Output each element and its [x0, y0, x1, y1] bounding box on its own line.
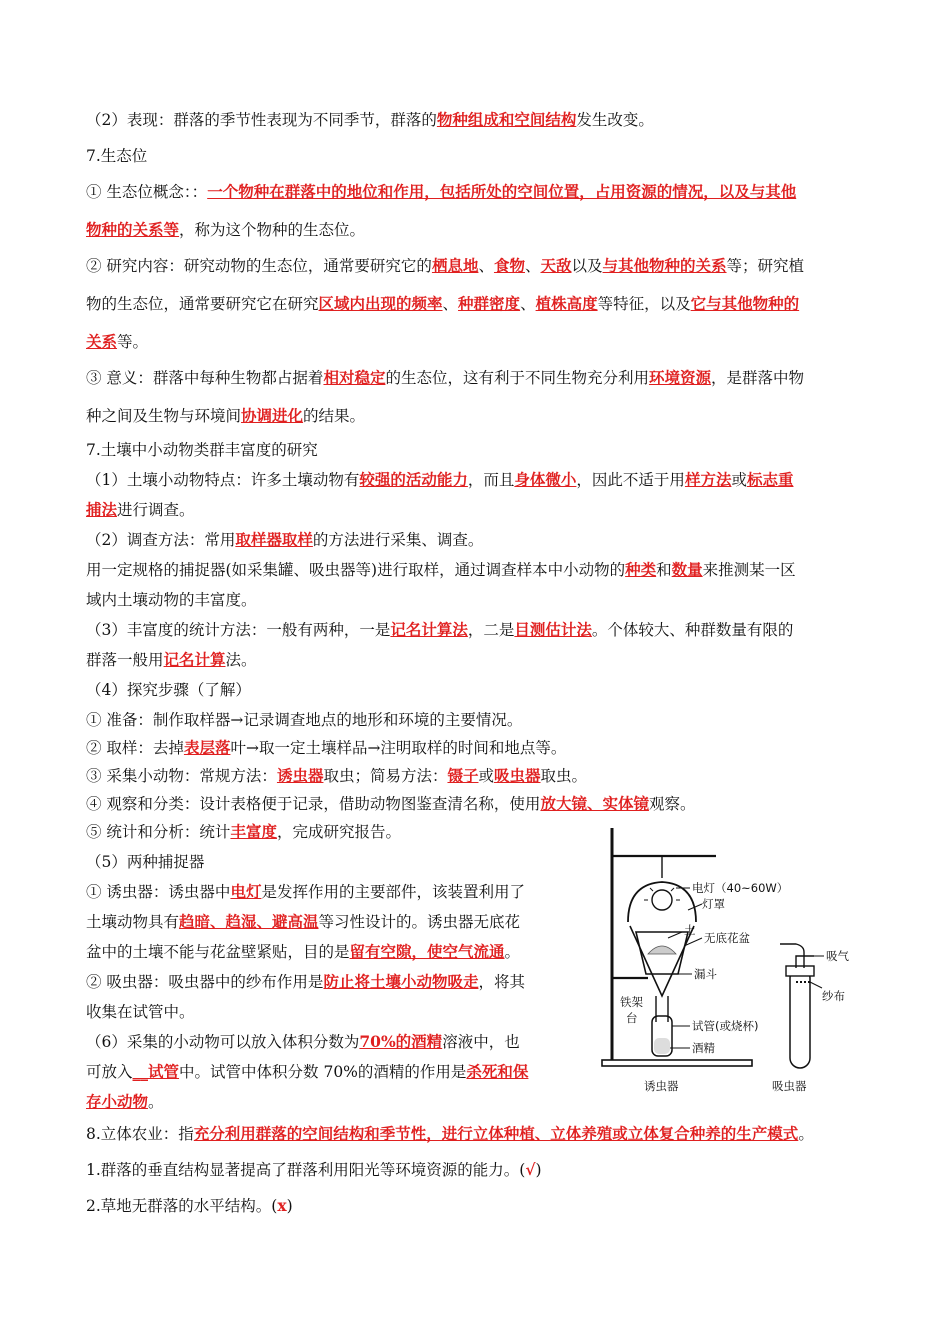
- text-segment: 观察。: [648, 795, 696, 813]
- text-segment: 的方法进行采集、调查。: [312, 531, 484, 549]
- text-line: [86, 940, 520, 962]
- text-segment: （2）调查方法：常用: [86, 531, 236, 549]
- text-segment: ，而且: [467, 471, 515, 489]
- text-line: [86, 1090, 164, 1112]
- answer-highlight: 存小动物: [86, 1092, 149, 1111]
- text-segment: ② 取样：去掉: [86, 739, 184, 757]
- answer-highlight: 协调进化: [241, 406, 304, 425]
- stand-base: [602, 1060, 752, 1066]
- text-segment: 或: [731, 471, 747, 489]
- answer-highlight: 食物: [493, 256, 525, 275]
- text-segment: 7.土壤中小动物类群丰富度的研究: [86, 441, 318, 459]
- text-segment: ，是群落中物: [710, 369, 804, 387]
- text-segment: ): [535, 1161, 542, 1179]
- text-line: [86, 558, 796, 580]
- text-segment: 7.生态位: [86, 147, 148, 165]
- alcohol-label: 酒精: [692, 1041, 715, 1055]
- text-segment: 用一定规格的捕捉器(如采集罐、吸虫器等)进行取样，通过调查样本中小动物的: [86, 561, 626, 579]
- answer-highlight: 电灯: [230, 882, 262, 901]
- text-line: [86, 910, 520, 932]
- text-line: [86, 528, 483, 550]
- bulb-icon: [652, 890, 672, 910]
- gauze-label: 纱布: [822, 989, 845, 1003]
- text-line: [86, 438, 318, 460]
- text-segment: 收集在试管中。: [86, 1003, 195, 1021]
- answer-highlight: 70%的酒精: [359, 1032, 443, 1051]
- text-line: [86, 970, 525, 992]
- text-line: [86, 468, 793, 490]
- text-segment: 发生改变。: [576, 111, 654, 129]
- answer-highlight: 留有空隙，使空气流通: [349, 942, 505, 961]
- text-segment: 叶→取一定土壤样品→注明取样的时间和地点等。: [230, 739, 567, 757]
- answer-highlight: 物种组成和空间结构: [436, 110, 577, 129]
- text-segment: 取虫；简易方法：: [323, 767, 448, 785]
- text-segment: 、: [520, 295, 536, 313]
- text-segment: 等。: [117, 333, 149, 351]
- answer-highlight: 相对稳定: [323, 368, 386, 387]
- text-segment: （2）表现：群落的季节性表现为不同季节，群落的: [86, 111, 437, 129]
- answer-highlight: 样方法: [684, 470, 732, 489]
- text-segment: 和: [656, 561, 672, 579]
- answer-highlight: 记名计算: [163, 650, 226, 669]
- text-segment: 以及: [571, 257, 603, 275]
- text-segment: 等；研究植: [726, 257, 805, 275]
- answer-highlight: 镊子: [447, 766, 479, 785]
- text-segment: （5）两种捕捉器: [86, 853, 205, 871]
- answer-highlight: 身体微小: [514, 470, 577, 489]
- answer-highlight: 记名计算法: [390, 620, 468, 639]
- text-segment: ⑤ 统计和分析：统计: [86, 823, 231, 841]
- text-line: [86, 764, 587, 786]
- text-segment: ，因此不适于用: [576, 471, 685, 489]
- text-segment: 是发挥作用的主要部件，该装置利用了: [261, 883, 525, 901]
- text-segment: 。个体较大、种群数量有限的: [591, 621, 794, 639]
- aspirator-caption: 吸虫器: [772, 1079, 807, 1093]
- text-segment: 群落一般用: [86, 651, 164, 669]
- text-segment: 物的生态位，通常要研究它在研究: [86, 295, 319, 313]
- answer-highlight: 丰富度: [230, 822, 277, 841]
- text-line: [86, 678, 251, 700]
- text-line: [86, 292, 799, 314]
- stand-label: 铁架: [620, 995, 643, 1009]
- answer-highlight: 种类: [625, 560, 657, 579]
- answer-highlight: 吸虫器: [494, 766, 541, 785]
- funnel-label: 漏斗: [694, 967, 717, 981]
- text-line: [86, 366, 804, 388]
- text-segment: （3）丰富度的统计方法：一般有两种，一是: [86, 621, 391, 639]
- soil-icon: [648, 946, 676, 954]
- text-segment: ，二是: [467, 621, 515, 639]
- answer-highlight: 捕法: [86, 500, 118, 519]
- suction-label: 吸气: [826, 949, 849, 963]
- text-segment: 。: [148, 1093, 164, 1111]
- text-segment: 的生态位，这有利于不同生物充分利用: [385, 369, 649, 387]
- answer-highlight: 数量: [671, 560, 703, 579]
- text-line: [86, 880, 525, 902]
- text-segment: 8.立体农业：指: [86, 1125, 194, 1143]
- answer-highlight: __试管: [132, 1062, 180, 1081]
- text-line: [86, 820, 401, 842]
- answer-highlight: 区域内出现的频率: [318, 294, 443, 313]
- text-line: [86, 108, 654, 130]
- answer-highlight: 种群密度: [458, 294, 521, 313]
- text-segment: 、: [524, 257, 541, 275]
- answer-highlight: 与其他物种的关系: [602, 256, 727, 275]
- text-segment: ，完成研究报告。: [276, 823, 401, 841]
- text-line: [86, 736, 566, 758]
- answer-highlight: 充分利用群落的空间结构和季节性，进行立体种植、立体养殖或立体复合种养的生产模式: [193, 1124, 799, 1143]
- text-segment: ② 研究内容：研究动物的生态位，通常要研究它的: [86, 257, 432, 275]
- text-segment: 、: [442, 295, 459, 313]
- text-segment: 的结果。: [303, 407, 366, 425]
- text-line: [86, 708, 522, 730]
- answer-highlight: 它与其他物种的: [690, 294, 800, 313]
- text-segment: 来推测某一区: [702, 561, 796, 579]
- text-segment: ① 诱虫器：诱虫器中: [86, 883, 231, 901]
- answer-highlight: 趋暗、趋湿、避高温: [179, 912, 319, 931]
- text-segment: 盆中的土壤不能与花盆壁紧贴，目的是: [86, 943, 350, 961]
- text-line: [86, 792, 695, 814]
- text-segment: 取虫。: [540, 767, 588, 785]
- text-segment: （1）土壤小动物特点：许多土壤动物有: [86, 471, 360, 489]
- answer-highlight: 植株高度: [535, 294, 598, 313]
- text-line: [86, 588, 257, 610]
- aspirator-stopper: [786, 966, 814, 976]
- insect-trap-figure: [598, 826, 858, 1102]
- text-segment: ③ 意义：群落中每种生物都占据着: [86, 369, 324, 387]
- text-segment: 。: [798, 1125, 814, 1143]
- trap-caption: 诱虫器: [644, 1079, 679, 1093]
- text-line: [86, 404, 365, 426]
- text-segment: 等特征，以及: [597, 295, 691, 313]
- text-segment: 种之间及生物与环境间: [86, 407, 242, 425]
- answer-highlight: 标志重: [746, 470, 794, 489]
- text-segment: 。: [504, 943, 521, 961]
- answer-highlight: 一个物种在群落中的地位和作用，包括所处的空间位置，占用资源的情况，以及与其他: [207, 182, 797, 201]
- lamp-label: 电灯（40~60W）: [692, 881, 789, 895]
- answer-highlight: 表层落: [183, 738, 231, 757]
- text-line: [86, 618, 793, 640]
- text-segment: 法。: [225, 651, 257, 669]
- answer-highlight: 放大镜、实体镜: [540, 794, 649, 813]
- text-line: [86, 1030, 520, 1052]
- answer-highlight: 栖息地: [431, 256, 479, 275]
- shade-label: 灯罩: [702, 897, 725, 911]
- text-segment: 可放入: [86, 1063, 133, 1081]
- pot-label: 无底花盆: [704, 931, 750, 945]
- text-line: [86, 498, 195, 520]
- text-segment: ，称为这个物种的生态位。: [179, 221, 366, 239]
- text-segment: ③ 采集小动物：常规方法：: [86, 767, 277, 785]
- answer-highlight: 环境资源: [648, 368, 711, 387]
- text-line: [86, 218, 365, 240]
- answer-highlight: 杀死和保: [466, 1062, 529, 1081]
- text-line: [86, 254, 804, 276]
- text-segment: 进行调查。: [117, 501, 195, 519]
- answer-mark: √: [525, 1160, 536, 1179]
- answer-highlight: 物种的关系等: [86, 220, 180, 239]
- answer-highlight: 取样器取样: [235, 530, 313, 549]
- text-segment: 等习性设计的。诱虫器无底花: [318, 913, 521, 931]
- text-segment: ④ 观察和分类：设计表格便于记录，借助动物图鉴查清名称，使用: [86, 795, 541, 813]
- text-segment: 或: [478, 767, 494, 785]
- text-line: [86, 1000, 195, 1022]
- text-segment: ① 生态位概念：：: [86, 183, 208, 201]
- answer-highlight: 较强的活动能力: [359, 470, 468, 489]
- text-segment: 溶液中，也: [442, 1033, 520, 1051]
- text-line: [86, 850, 204, 872]
- answer-highlight: 防止将土壤小动物吸走: [323, 972, 479, 991]
- text-segment: （4）探究步骤（了解）: [86, 681, 251, 699]
- text-line: [86, 648, 257, 670]
- text-segment: ② 吸虫器：吸虫器中的纱布作用是: [86, 973, 324, 991]
- text-segment: （6）采集的小动物可以放入体积分数为: [86, 1033, 360, 1051]
- text-segment: ① 准备：制作取样器→记录调查地点的地形和环境的主要情况。: [86, 711, 523, 729]
- text-line: [86, 330, 148, 352]
- text-line: [86, 1194, 293, 1216]
- stand-label-2: 台: [626, 1011, 638, 1025]
- text-segment: ，将其: [478, 973, 525, 991]
- soil-label: 土: [684, 923, 696, 937]
- answer-mark: x: [277, 1196, 287, 1215]
- text-segment: 1.群落的垂直结构显著提高了群落利用阳光等环境资源的能力。(: [86, 1161, 526, 1179]
- tube-label: 试管(或烧杯): [692, 1019, 759, 1033]
- text-segment: 土壤动物具有: [86, 913, 180, 931]
- text-segment: 2.草地无群落的水平结构。(: [86, 1197, 278, 1215]
- answer-highlight: 关系: [86, 332, 118, 351]
- text-line: [86, 1122, 814, 1144]
- text-segment: ): [286, 1197, 293, 1215]
- answer-highlight: 目测估计法: [514, 620, 592, 639]
- text-line: [86, 144, 147, 166]
- text-line: [86, 180, 796, 202]
- text-line: [86, 1060, 528, 1082]
- text-segment: 域内土壤动物的丰富度。: [86, 591, 257, 609]
- text-segment: 、: [478, 257, 494, 275]
- alcohol-icon: [654, 1038, 670, 1054]
- text-segment: 中。试管中体积分数 70%的酒精的作用是: [179, 1063, 467, 1081]
- answer-highlight: 诱虫器: [276, 766, 324, 785]
- answer-highlight: 天敌: [540, 256, 572, 275]
- text-line: [86, 1158, 542, 1180]
